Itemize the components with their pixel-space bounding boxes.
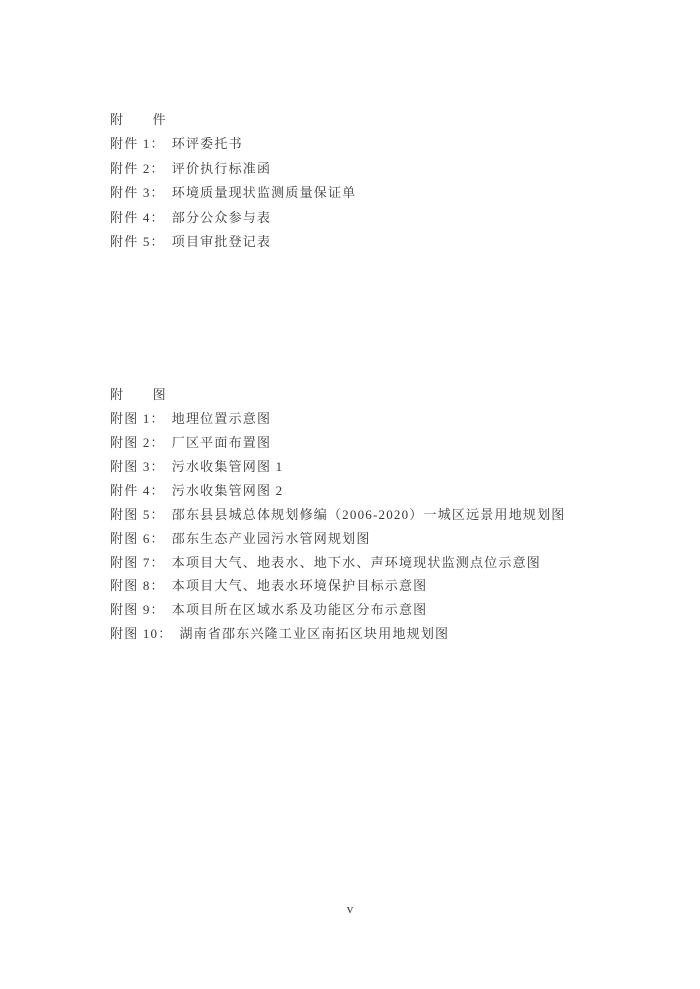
figure-item	[110, 549, 660, 573]
attachment-item-label: 附件 5：	[110, 234, 165, 250]
figure-item	[110, 406, 660, 430]
figure-item-text: 本项目大气、地表水环境保护目标示意图	[171, 578, 428, 594]
attachment-item	[110, 228, 660, 252]
attachment-item-text: 项目审批登记表	[171, 234, 272, 250]
figure-item-label: 附图 9：	[110, 602, 165, 618]
attachment-item	[110, 155, 660, 179]
figure-item	[110, 573, 660, 597]
figure-item	[110, 525, 660, 549]
attachment-item	[110, 180, 660, 204]
figure-item-label: 附图 8：	[110, 578, 165, 594]
attachment-item-label: 附件 1：	[110, 136, 165, 152]
attachment-item-text: 环评委托书	[171, 136, 243, 152]
figures-heading: 附 图	[110, 386, 167, 402]
attachment-item-label: 附件 3：	[110, 185, 165, 201]
attachment-item-text: 环境质量现状监测质量保证单	[171, 185, 357, 201]
figure-item-label: 附件 4：	[110, 482, 165, 498]
figures-section	[110, 381, 660, 645]
figure-item-text: 邵东生态产业园污水管网规划图	[171, 530, 371, 546]
attachment-item	[110, 204, 660, 228]
figure-item-label: 附图 6：	[110, 530, 165, 546]
attachment-item-label: 附件 4：	[110, 209, 165, 225]
figure-item	[110, 454, 660, 478]
attachments-heading: 附 件	[110, 111, 167, 127]
figure-item-label: 附图 3：	[110, 459, 165, 475]
attachments-section	[110, 106, 660, 253]
figure-item-text: 湖南省邵东兴隆工业区南拓区块用地规划图	[179, 626, 450, 642]
figure-item-text: 污水收集管网图 1	[171, 459, 284, 475]
attachment-item-text: 部分公众参与表	[171, 209, 272, 225]
figure-item-label: 附图 10：	[110, 626, 173, 642]
figure-item-text: 污水收集管网图 2	[171, 482, 284, 498]
figure-item-text: 邵东县县城总体规划修编（2006-2020）一城区远景用地规划图	[171, 506, 566, 522]
figure-item-label: 附图 7：	[110, 554, 165, 570]
figure-item-label: 附图 2：	[110, 435, 165, 451]
figure-item-label: 附图 5：	[110, 506, 165, 522]
figure-item-text: 地理位置示意图	[171, 411, 272, 427]
figure-item-text: 厂区平面布置图	[171, 435, 272, 451]
figure-item-text: 本项目所在区域水系及功能区分布示意图	[171, 602, 428, 618]
attachment-item	[110, 131, 660, 155]
attachment-item-label: 附件 2：	[110, 160, 165, 176]
figure-item	[110, 597, 660, 621]
figure-item	[110, 621, 660, 645]
page-number: v	[346, 901, 354, 916]
figure-item	[110, 430, 660, 454]
figure-item	[110, 477, 660, 501]
figure-item-text: 本项目大气、地表水、地下水、声环境现状监测点位示意图	[171, 554, 541, 570]
attachment-item-text: 评价执行标准函	[171, 160, 272, 176]
figure-item-label: 附图 1：	[110, 411, 165, 427]
figure-item	[110, 501, 660, 525]
